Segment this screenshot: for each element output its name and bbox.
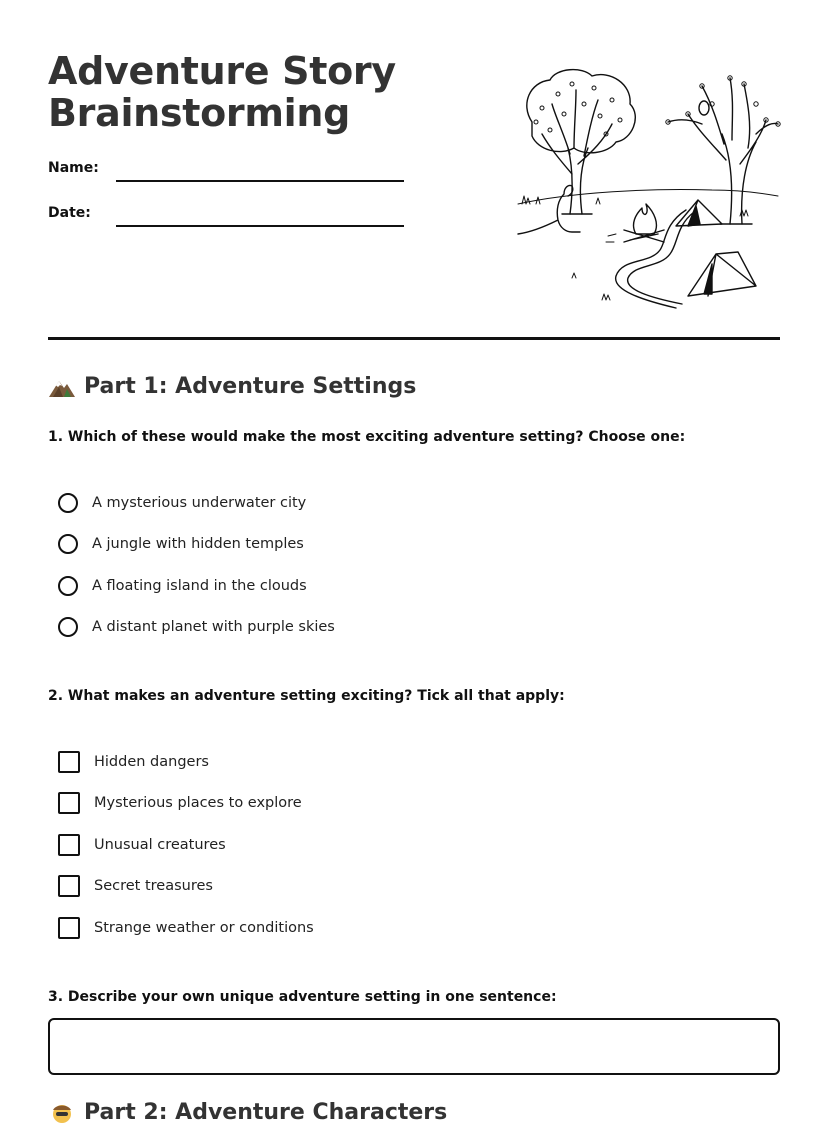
question-3: 3. Describe your own unique adventure setting in one sentence:: [48, 989, 557, 1005]
radio-circle[interactable]: [58, 576, 78, 596]
radio-option-jungle[interactable]: [58, 532, 304, 556]
part1-heading: [48, 374, 416, 399]
explorer-face-icon: [48, 1101, 76, 1125]
option-label: Unusual creatures: [94, 837, 226, 853]
option-label: A distant planet with purple skies: [92, 619, 335, 635]
name-label: Name:: [48, 160, 99, 176]
part2-heading: [48, 1100, 447, 1125]
grass-tufts: [522, 196, 748, 300]
checkbox-option-mysterious-places[interactable]: [58, 791, 302, 815]
header-divider: [48, 337, 780, 340]
checkbox-option-strange-weather[interactable]: [58, 916, 314, 940]
option-label: Strange weather or conditions: [94, 920, 314, 936]
checkbox[interactable]: [58, 792, 80, 814]
date-label: Date:: [48, 205, 91, 221]
option-label: Mysterious places to explore: [94, 795, 302, 811]
radio-circle[interactable]: [58, 493, 78, 513]
checkbox[interactable]: [58, 875, 80, 897]
winding-path: [616, 210, 694, 308]
left-tree: [527, 70, 635, 214]
radio-circle[interactable]: [58, 617, 78, 637]
radio-option-distant-planet[interactable]: [58, 615, 335, 639]
page-title: [48, 50, 396, 134]
setting-answer-box[interactable]: [48, 1018, 780, 1075]
option-label: Hidden dangers: [94, 754, 209, 770]
option-label: A jungle with hidden temples: [92, 536, 304, 552]
question-2: 2. What makes an adventure setting exciting? Tick all that apply:: [48, 688, 565, 704]
question-1: 1. Which of these would make the most exciting adventure setting? Choose one:: [48, 429, 686, 445]
upper-tent: [676, 200, 722, 226]
title-line-2: Brainstorming: [48, 91, 351, 135]
checkbox[interactable]: [58, 751, 80, 773]
campsite-trees-illustration: [512, 64, 784, 316]
part1-heading-text: Part 1: Adventure Settings: [84, 374, 417, 399]
lower-tent: [688, 252, 756, 296]
campfire: [606, 204, 664, 242]
radio-option-underwater-city[interactable]: [58, 491, 306, 515]
checkbox-option-hidden-dangers[interactable]: [58, 750, 209, 774]
date-line[interactable]: [116, 225, 404, 227]
right-tree: [666, 76, 780, 224]
checkbox[interactable]: [58, 917, 80, 939]
checkbox[interactable]: [58, 834, 80, 856]
checkbox-option-secret-treasures[interactable]: [58, 874, 213, 898]
title-line-1: Adventure Story: [48, 49, 396, 93]
radio-option-floating-island[interactable]: [58, 574, 307, 598]
option-label: A floating island in the clouds: [92, 578, 307, 594]
name-line[interactable]: [116, 180, 404, 182]
option-label: A mysterious underwater city: [92, 495, 307, 511]
checkbox-option-unusual-creatures[interactable]: [58, 833, 226, 857]
mountain-icon: [48, 375, 76, 399]
part2-heading-text: Part 2: Adventure Characters: [84, 1100, 448, 1125]
option-label: Secret treasures: [94, 878, 213, 894]
radio-circle[interactable]: [58, 534, 78, 554]
